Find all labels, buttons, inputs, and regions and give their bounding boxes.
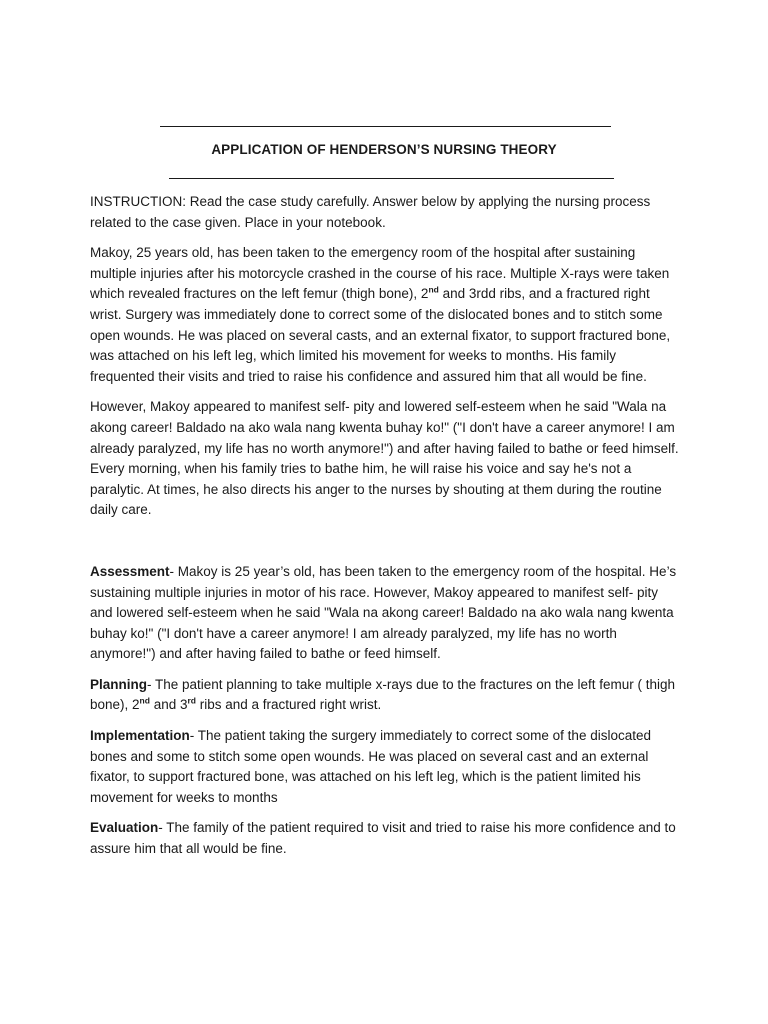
title-bottom-rule bbox=[169, 178, 614, 179]
planning-part2: and 3 bbox=[149, 697, 188, 713]
instruction-text: Read the case study carefully. Answer below by applying the nursing process related to the case given. Place in your notebook. bbox=[90, 194, 651, 230]
planning-sup1: nd bbox=[139, 695, 150, 706]
implementation-text: - The patient taking the surgery immediately to correct some of the dislocated bones and some to stitch some open wounds. He was placed on several cast and an external fixator, to support fractured bone, was attached on his left leg, which is the patient limited his movement for weeks to months bbox=[90, 728, 651, 805]
instruction-paragraph bbox=[90, 192, 682, 233]
case-paragraph-1-sup: nd bbox=[428, 284, 439, 295]
planning-paragraph bbox=[90, 675, 682, 716]
planning-part3: ribs and a fractured right wrist. bbox=[195, 697, 382, 713]
assessment-paragraph bbox=[90, 562, 682, 665]
evaluation-label: Evaluation bbox=[90, 820, 159, 836]
implementation-paragraph bbox=[90, 726, 682, 808]
case-paragraph-1-part1: Makoy, 25 years old, has been taken to the emergency room of the hospital after sustaining multiple injuries after his motorcycle crashed in the course of his race. Multiple X-rays were taken which revealed fractures on the left femur (thigh bone), 2 bbox=[90, 245, 670, 302]
case-paragraph-1 bbox=[90, 243, 682, 387]
planning-part1: - The patient planning to take multiple x-rays due to the fractures on the left femur ( thigh bone), 2 bbox=[90, 676, 676, 713]
document-body bbox=[90, 192, 682, 870]
planning-label: Planning bbox=[90, 676, 147, 692]
planning-sup2: rd bbox=[187, 695, 196, 706]
page-title: APPLICATION OF HENDERSON’S NURSING THEORY bbox=[211, 142, 557, 157]
evaluation-text: - The family of the patient required to visit and tried to raise his more confidence and to assure him that all would be fine. bbox=[90, 820, 676, 857]
evaluation-paragraph bbox=[90, 818, 682, 859]
case-paragraph-2: However, Makoy appeared to manifest self- pity and lowered self-esteem when he said "Wala na akong career! Baldado na ako wala nang kwenta buhay ko!" ("I don't have a career anymore! I am already paralyzed, my life has no worth anymore!") and after having failed to bathe or feed himself. Every morning, when his family tries to bathe him, he will raise his voice and say he's not a paralytic. At times, he also directs his anger to the nurses by shouting at them during the routine daily care. bbox=[90, 399, 679, 518]
assessment-label: Assessment bbox=[90, 563, 170, 579]
instruction-label: INSTRUCTION: bbox=[90, 194, 186, 209]
implementation-label: Implementation bbox=[90, 728, 190, 744]
section-spacer bbox=[90, 531, 682, 562]
case-paragraph-1-part2: and 3rdd ribs, and a fractured right wrist. Surgery was immediately done to correct some of the dislocated bones and to stitch some open wounds. He was placed on several casts, and an external fixator, to support fractured bone, was attached on his left leg, which limited his movement for weeks to months. His family frequented their visits and tried to raise his confidence and assured him that all would be fine. bbox=[90, 286, 671, 384]
title-top-rule bbox=[160, 126, 611, 127]
assessment-text: - Makoy is 25 year’s old, has been taken to the emergency room of the hospital. He’s sustaining multiple injuries in motor of his race. However, Makoy appeared to manifest self- pity and lowered self-esteem when he said "Wala na akong career! Baldado na ako wala nang kwenta buhay ko!" ("I don't have a career anymore! I am already paralyzed, my life has no worth anymore!") and after having failed to bathe or feed himself. bbox=[90, 563, 677, 662]
